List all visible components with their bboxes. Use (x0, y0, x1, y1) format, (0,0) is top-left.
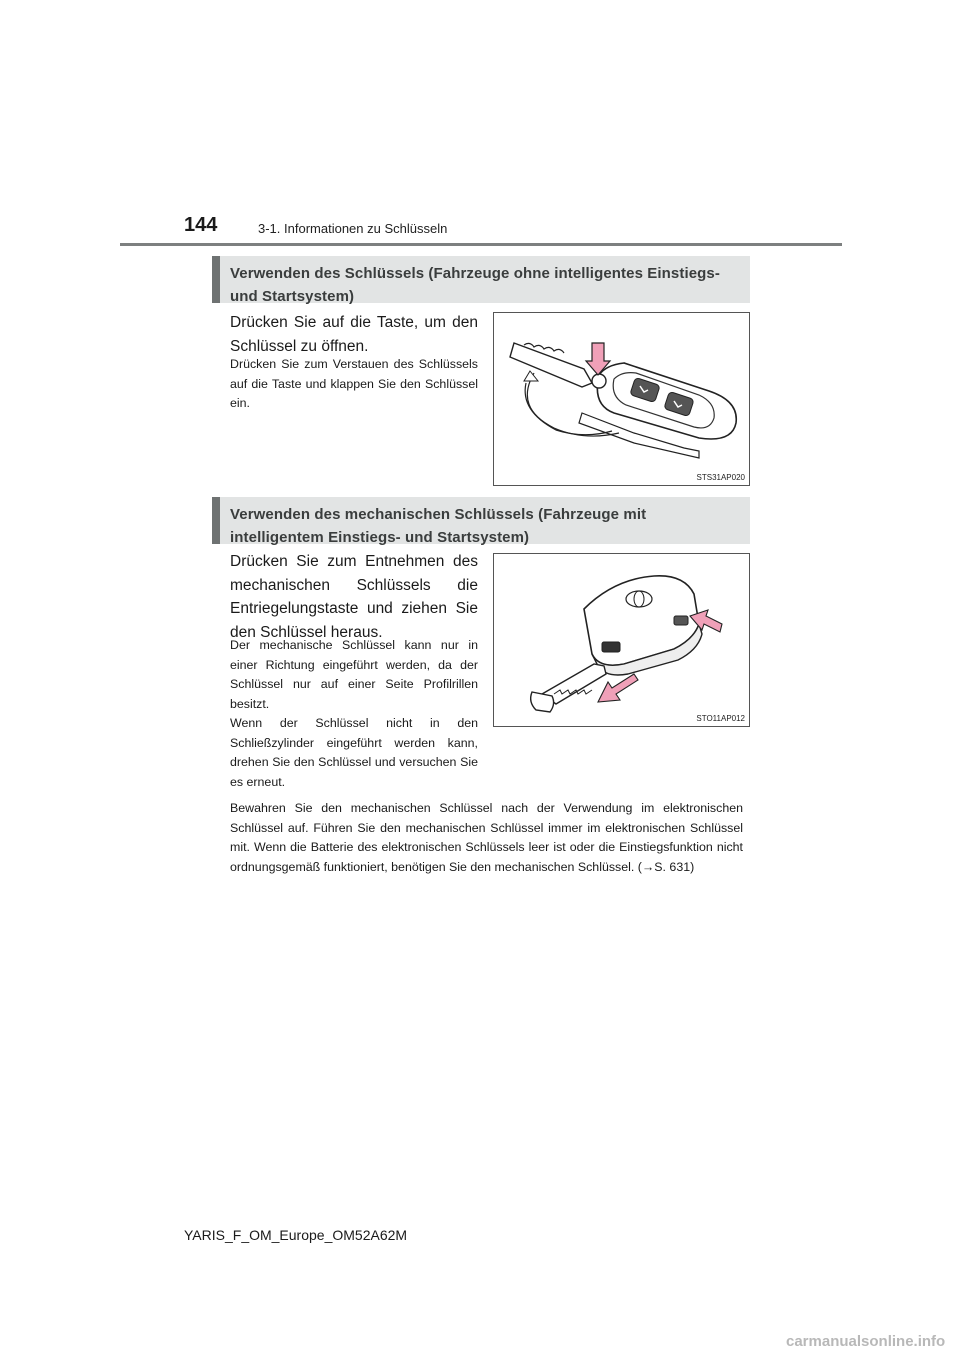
header-rule (120, 243, 842, 246)
figure-code: STS31AP020 (696, 473, 745, 482)
note-store-key: Drücken Sie zum Verstauen des Schlüssels auf die Taste und klappen Sie den Schlüssel ein. (230, 357, 478, 410)
section-header: 3-1. Informationen zu Schlüsseln (258, 221, 448, 236)
smart-key-illustration (493, 553, 750, 727)
watermark: carmanualsonline.info (786, 1333, 946, 1350)
section-heading-key-without-smart-entry: Verwenden des Schlüssels (Fahrzeuge ohne intelligentes Einstiegs- und Startsystem) (212, 256, 750, 303)
folding-key-drawing (494, 313, 751, 487)
section-heading-mechanical-key: Verwenden des mechanischen Schlüssels (Fahrzeuge mit intelligentem Einstiegs- und Startsystem) (212, 497, 750, 544)
instruction-remove-mechanical-key: Drücken Sie zum Entnehmen des mechanischen Schlüssels die Entriegelungstaste und ziehen Sie den Schlüssel heraus. (230, 553, 478, 641)
figure-code: STO11AP012 (696, 714, 745, 723)
smart-key-drawing (494, 554, 751, 728)
instruction-open-key: Drücken Sie auf die Taste, um den Schlüssel zu öffnen. (230, 314, 478, 355)
folding-key-illustration (493, 312, 750, 486)
note-turn-key: Wenn der Schlüssel nicht in den Schließzylinder eingeführt werden kann, drehen Sie den Schlüssel und versuchen Sie es erneut. (230, 716, 478, 789)
page-number: 144 (184, 214, 218, 236)
bottom-note: Bewahren Sie den mechanischen Schlüssel nach der Verwendung im elektronischen Schlüssel auf. Führen Sie den mechanischen Schlüssel immer im elektronischen Schlüssel mit. Wenn die Batterie des elektronischen Schlüssels leer ist oder die Einstiegsfunktion nicht ordnungsgemäß funktioniert, benötigen Sie den mechanischen Schlüssel. (→S. 631) (230, 801, 743, 874)
footer-document-code: YARIS_F_OM_Europe_OM52A62M (184, 1227, 408, 1243)
note-one-direction: Der mechanische Schlüssel kann nur in einer Richtung eingeführt werden, da der Schlüssel nur auf einer Seite Profilrillen besitzt. (230, 638, 478, 711)
